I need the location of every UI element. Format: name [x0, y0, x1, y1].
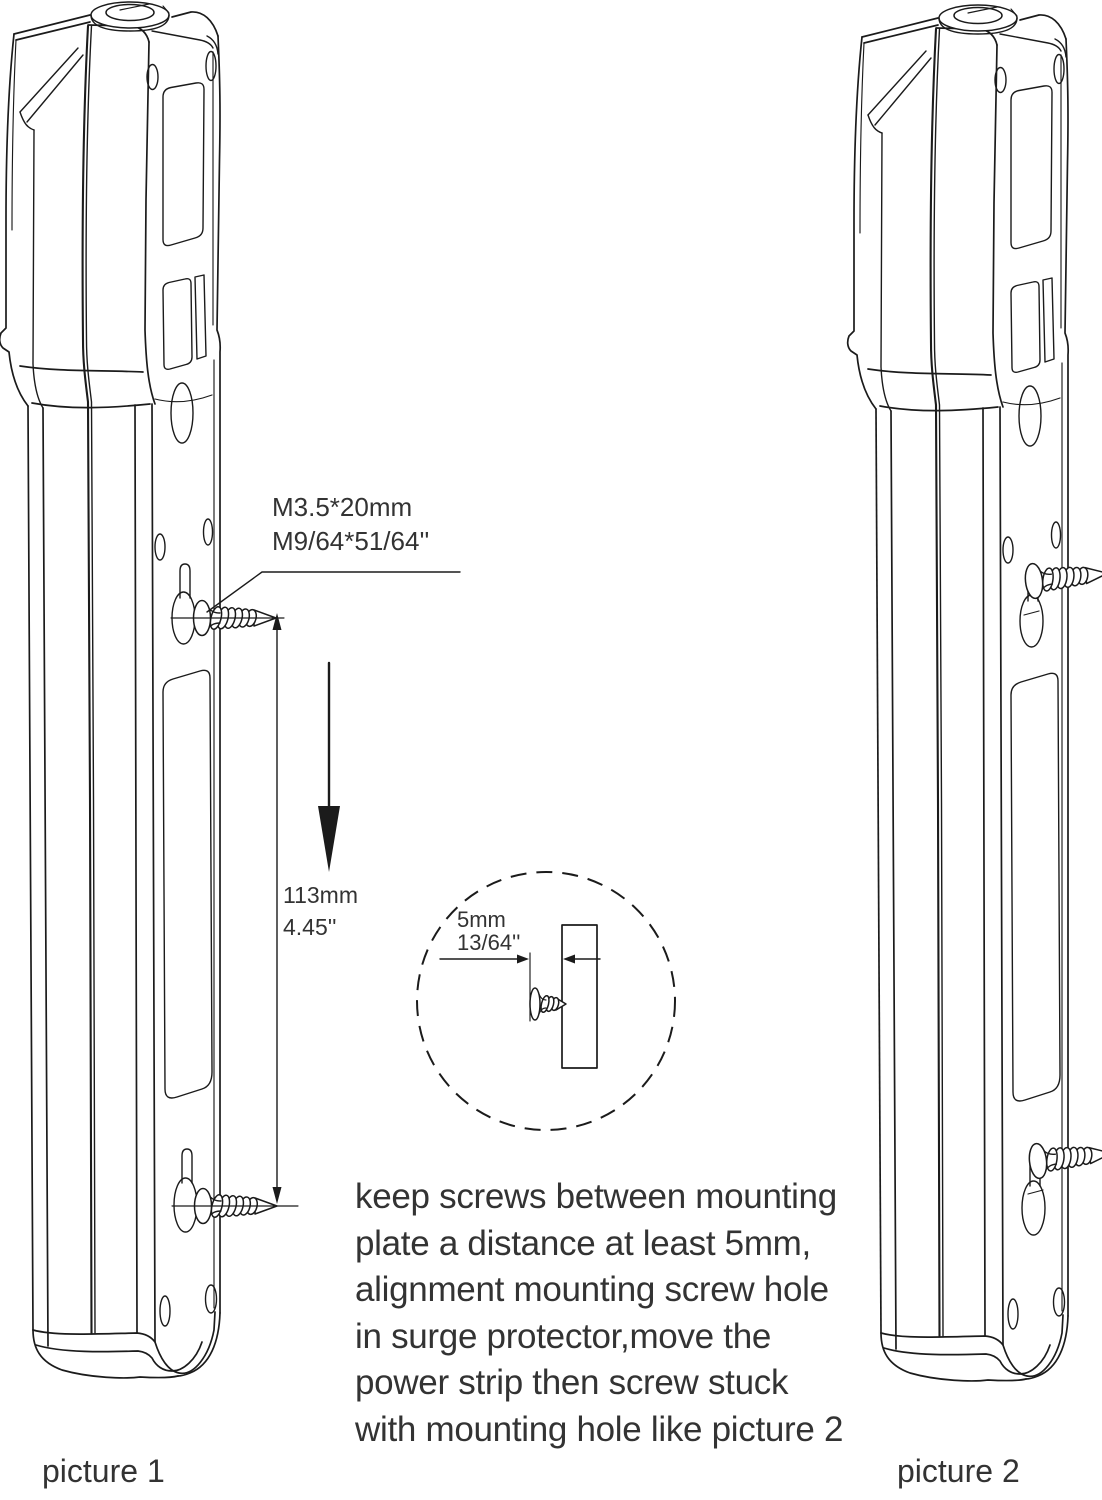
power-strip-picture-1	[0, 2, 220, 1378]
instruction-line: power strip then screw stuck	[355, 1363, 789, 1402]
picture2-screws	[1024, 556, 1102, 1194]
screw-spec-leader-line	[207, 572, 460, 612]
instruction-text	[355, 1174, 843, 1453]
distance-line1: 113mm	[283, 882, 358, 908]
gap-dimension-arrows	[440, 955, 600, 964]
gap-line1: 5mm	[457, 907, 506, 932]
instruction-line: in surge protector,move the	[355, 1316, 772, 1356]
instruction-line: alignment mounting screw hole	[355, 1270, 829, 1309]
detail-screw	[530, 988, 566, 1020]
caption-picture-2: picture 2	[897, 1453, 1020, 1489]
distance-line2: 4.45''	[283, 914, 337, 940]
instruction-line: plate a distance at least 5mm,	[355, 1223, 811, 1263]
caption-picture-1: picture 1	[42, 1453, 165, 1489]
screw-spec-line1: M3.5*20mm	[272, 492, 413, 522]
vertical-distance-label	[283, 879, 358, 943]
move-down-arrow	[318, 663, 340, 872]
gap-dimension-label	[457, 908, 520, 954]
instruction-line: keep screws between mounting	[355, 1177, 837, 1216]
screw-spec-label	[272, 490, 429, 558]
screw-spec-line2: M9/64*51/64''	[272, 526, 430, 556]
picture1-screws	[171, 601, 298, 1224]
distance-dimension-line	[273, 613, 282, 1204]
instruction-line: with mounting hole like picture 2	[355, 1409, 844, 1449]
gap-line2: 13/64''	[457, 930, 521, 955]
detail-circle	[417, 872, 675, 1130]
